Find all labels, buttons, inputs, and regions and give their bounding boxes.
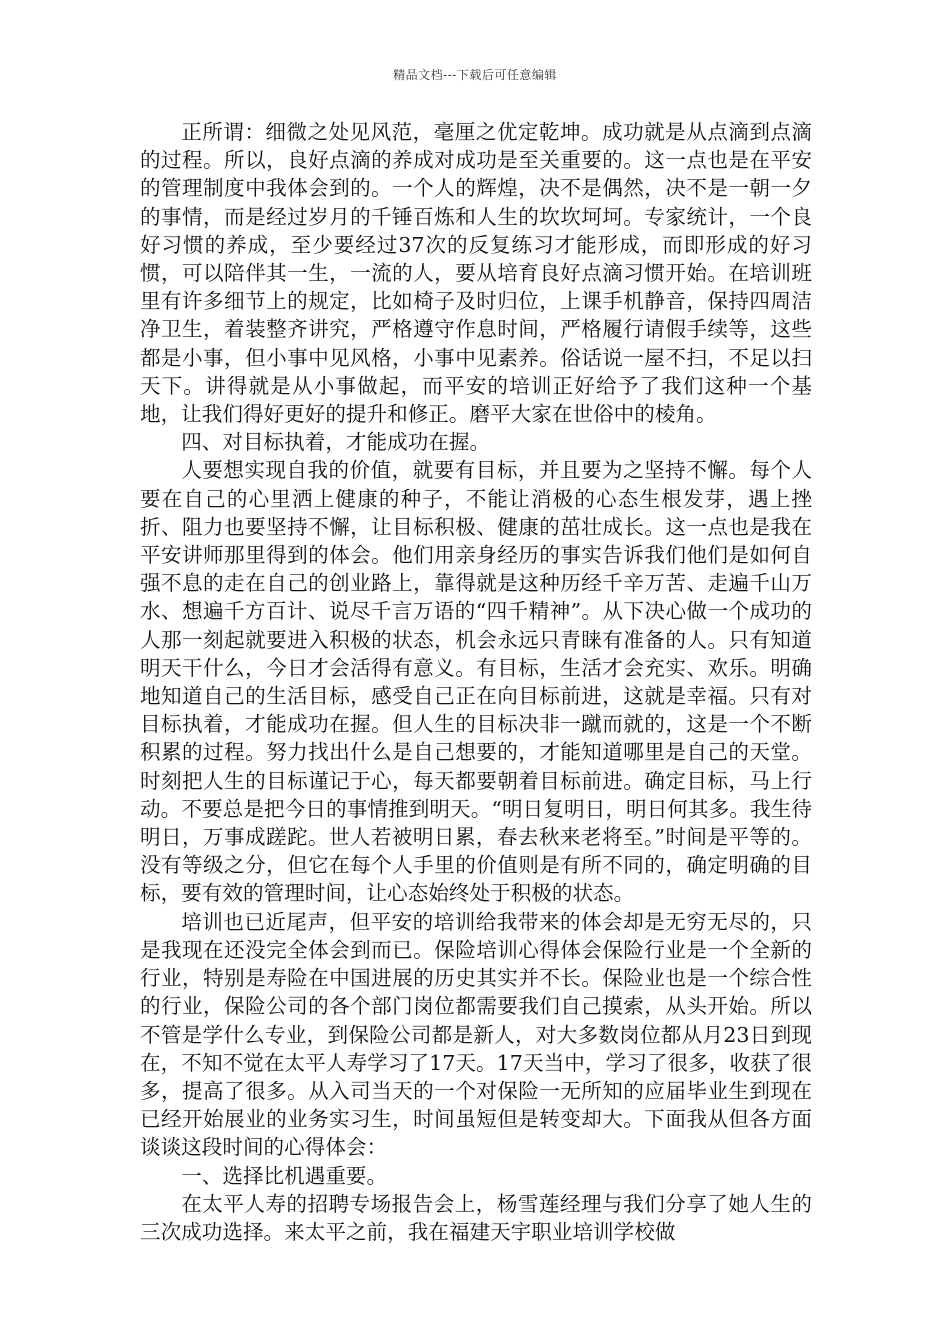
paragraph-details-matter: 正所谓：细微之处见风范，毫厘之优定乾坤。成功就是从点滴到点滴的过程。所以，良好点滴的养成对成功是至关重要的。这一点也是在平安的管理制度中我体会到的。一个人的辉煌，决不是偶然，决不是一朝一夕的事情，而是经过岁月的千锤百炼和人生的坎坎坷坷。专家统计，一个良好习惯的养成，至少要经过37次的反复练习才能形成，而即形成的好习惯，可以陪伴其一生，一流的人，要从培育良好点滴习惯开始。在培训班里有许多细节上的规定，比如椅子及时归位，上课手机静音，保持四周洁净卫生，着装整齐讲究，严格遵守作息时间，严格履行请假手续等，这些都是小事，但小事中见风格，小事中见素养。俗话说一屋不扫，不足以扫天下。讲得就是从小事做起，而平安的培训正好给予了我们这种一个基地，让我们得好更好的提升和修正。磨平大家在世俗中的棱角。 bbox=[140, 120, 812, 427]
paragraph-goals: 人要想实现自我的价值，就要有目标，并且要为之坚持不懈。每个人要在自己的心里洒上健康的种子，不能让消极的心态生根发芽，遇上挫折、阻力也要坚持不懈，让目标积极、健康的茁壮成长。这一点也是我在平安讲师那里得到的体会。他们用亲身经历的事实告诉我们他们是如何自强不息的走在自己的创业路上，靠得就是这种历经千辛万苦、走遍千山万水、想遍千方百计、说尽千言万语的“四千精神”。从下决心做一个成功的人那一刻起就要进入积极的状态，机会永远只青睐有准备的人。只有知道明天干什么，今日才会活得有意义。有目标，生活才会充实、欢乐。明确地知道自己的生活目标，感受自己正在向目标前进，这就是幸福。只有对目标执着，才能成功在握。但人生的目标决非一蹴而就的，这是一个不断积累的过程。努力找出什么是自己想要的，才能知道哪里是自己的天堂。时刻把人生的目标谨记于心，每天都要朝着目标前进。确定目标，马上行动。不要总是把今日的事情推到明天。“明日复明日，明日何其多。我生待明日，万事成蹉跎。世人若被明日累，春去秋来老将至。”时间是平等的。没有等级之分，但它在每个人手里的价值则是有所不同的，确定明确的目标，要有效的管理时间，让心态始终处于积极的状态。 bbox=[140, 458, 812, 906]
paragraph-training-summary: 培训也已近尾声，但平安的培训给我带来的体会却是无穷无尽的，只是我现在还没完全体会到而已。保险培训心得体会保险行业是一个全新的行业，特别是寿险在中国进展的历史其实并不长。保险业也是一个综合性的行业，保险公司的各个部门岗位都需要我们自己摸索，从头开始。所以不管是学什么专业，到保险公司都是新人，对大多数岗位都从月23日到现在，不知不觉在太平人寿学习了17天。17天当中，学习了很多，收获了很多，提高了很多。从入司当天的一个对保险一无所知的应届毕业生到现在已经开始展业的业务实习生，时间虽短但是转变却大。下面我从但各方面谈谈这段时间的心得体会： bbox=[140, 909, 812, 1160]
document-body bbox=[140, 118, 812, 1246]
section-heading-choice: 一、选择比机遇重要。 bbox=[181, 1163, 388, 1188]
page-header: 精品文档---下载后可任意编辑 bbox=[393, 68, 557, 82]
section-heading-goal-persistence: 四、对目标执着，才能成功在握。 bbox=[181, 430, 491, 455]
paragraph-recruitment-talk: 在太平人寿的招聘专场报告会上，杨雪莲经理与我们分享了她人生的三次成功选择。来太平之前，我在福建天宇职业培训学校做 bbox=[140, 1191, 812, 1244]
